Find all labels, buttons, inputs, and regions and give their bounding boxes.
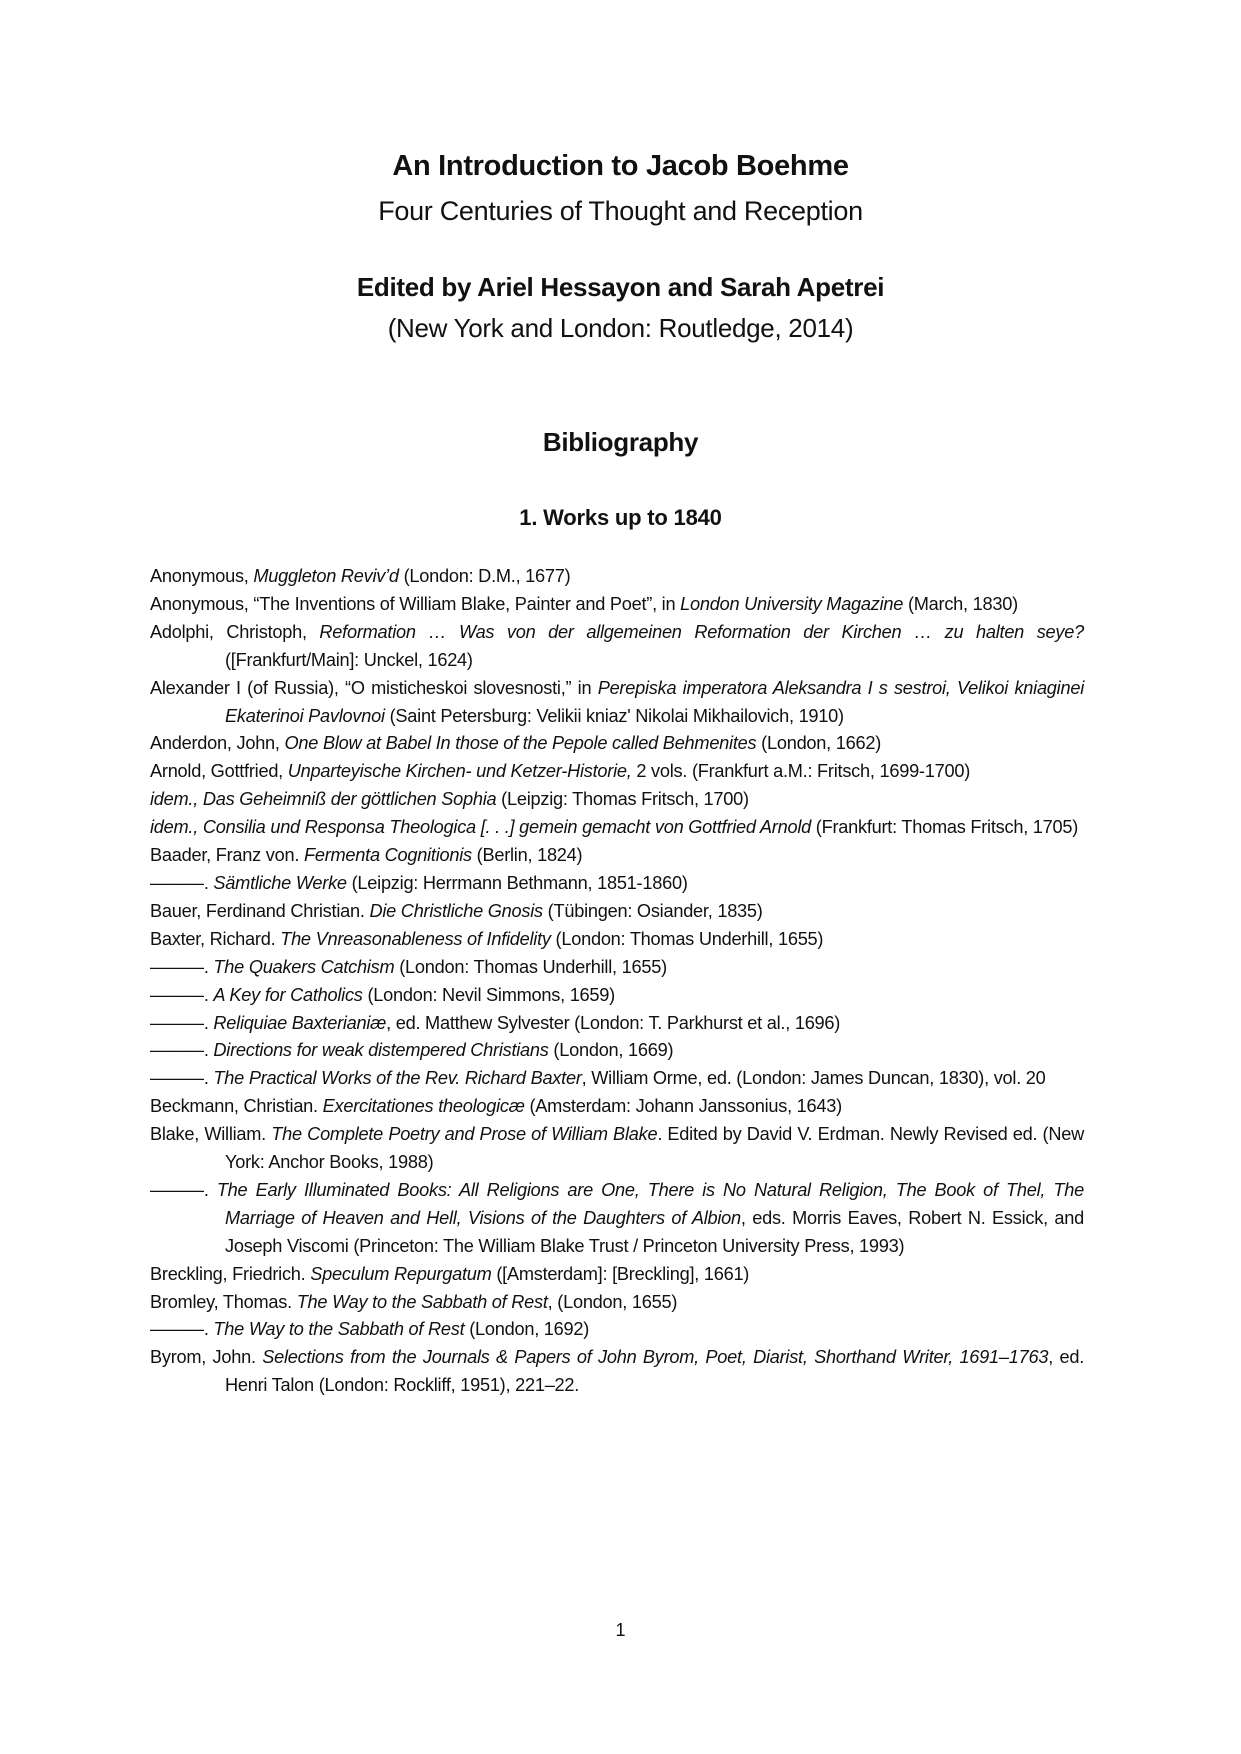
bibliography-entry bbox=[150, 563, 1084, 591]
entry-text: Blake, William. bbox=[150, 1124, 272, 1145]
entry-text: (London: D.M., 1677) bbox=[398, 566, 571, 586]
bibliography-entry bbox=[150, 982, 1084, 1010]
entry-text: 2 vols. (Frankfurt a.M.: Fritsch, 1699-1700) bbox=[631, 761, 971, 782]
entry-text: , eds. Morris Eaves, Robert N. Essick, and Joseph Viscomi (Princeton: The William Blake Trust / Princeton University Press, 1993) bbox=[225, 1207, 1084, 1256]
entry-title-italic: The Practical Works of the Rev. Richard Baxter bbox=[213, 1068, 582, 1089]
bibliography-entry bbox=[150, 1316, 1084, 1344]
bibliography-entry-list bbox=[150, 563, 1084, 1400]
bibliography-entry bbox=[150, 842, 1084, 870]
entry-text: ———. bbox=[150, 1040, 214, 1061]
entry-text: (London: Nevil Simmons, 1659) bbox=[362, 984, 615, 1005]
entry-text: Breckling, Friedrich. bbox=[150, 1263, 311, 1284]
entry-title-italic: The Way to the Sabbath of Rest bbox=[213, 1319, 465, 1340]
entry-text: ———. bbox=[150, 872, 214, 893]
entry-text: ([Amsterdam]: [Breckling], 1661) bbox=[491, 1263, 750, 1284]
entry-text: (London, 1692) bbox=[464, 1319, 590, 1340]
editors-line: Edited by Ariel Hessayon and Sarah Apetrei bbox=[356, 272, 885, 302]
bibliography-entry bbox=[150, 1344, 1084, 1400]
entry-text: Anonymous, bbox=[150, 566, 254, 586]
entry-text: (London: Thomas Underhill, 1655) bbox=[394, 956, 667, 977]
entry-text: Baxter, Richard. bbox=[150, 928, 281, 949]
bibliography-entry bbox=[150, 758, 1084, 786]
entry-text: (Berlin, 1824) bbox=[471, 845, 583, 866]
entry-text: Byrom, John. bbox=[150, 1347, 263, 1368]
entry-title-italic: Speculum Repurgatum bbox=[310, 1263, 492, 1284]
entry-text: Anonymous, “The Inventions of William Blake, Painter and Poet”, in bbox=[150, 593, 681, 614]
entry-text: Beckmann, Christian. bbox=[150, 1096, 323, 1117]
entry-title-italic: Perepiska imperatora Aleksandra I s sestroi, Velikoi kniaginei Ekaterinoi Pavlovnoi bbox=[225, 677, 1084, 726]
entry-text: Arnold, Gottfried, bbox=[150, 761, 288, 782]
bibliography-entry bbox=[150, 786, 1084, 814]
bibliography-entry bbox=[150, 730, 1084, 758]
entry-text: ([Frankfurt/Main]: Unckel, 1624) bbox=[225, 649, 473, 670]
entry-text: ———. bbox=[150, 1012, 214, 1033]
section-heading: 1. Works up to 1840 bbox=[519, 505, 722, 530]
entry-text: Anderdon, John, bbox=[150, 733, 285, 754]
entry-text: (Saint Petersburg: Velikii kniaz' Nikolai Mikhailovich, 1910) bbox=[384, 705, 844, 726]
entry-title-italic: A Key for Catholics bbox=[213, 984, 363, 1005]
bibliography-entry bbox=[150, 1065, 1084, 1093]
entry-text: , William Orme, ed. (London: James Duncan, 1830), vol. 20 bbox=[581, 1068, 1046, 1089]
publisher-line: (New York and London: Routledge, 2014) bbox=[387, 313, 854, 343]
entry-title-italic: Fermenta Cognitionis bbox=[303, 845, 472, 866]
entry-title-italic: idem., Das Geheimniß der göttlichen Sophia bbox=[150, 789, 497, 810]
entry-text: ———. bbox=[150, 956, 214, 977]
entry-title-italic: Unparteyische Kirchen- und Ketzer-Historie, bbox=[287, 761, 632, 782]
bibliography-entry bbox=[150, 1093, 1084, 1121]
bibliography-entry bbox=[150, 954, 1084, 982]
bibliography-entry bbox=[150, 898, 1084, 926]
entry-text: (Frankfurt: Thomas Fritsch, 1705) bbox=[810, 817, 1079, 838]
entry-title-italic: Selections from the Journals & Papers of John Byrom, Poet, Diarist, Shorthand Writer, 1691–1763 bbox=[262, 1347, 1049, 1368]
bibliography-entry bbox=[150, 1177, 1084, 1261]
entry-text: Bromley, Thomas. bbox=[150, 1291, 297, 1312]
entry-title-italic: The Way to the Sabbath of Rest bbox=[296, 1291, 548, 1312]
entry-title-italic: The Early Illuminated Books: All Religions are One, There is No Natural Religion, The Book of Thel, The Marriage of Heaven and Hell, Visions of the Daughters of Albion bbox=[216, 1179, 1085, 1228]
entry-text: ———. bbox=[150, 1068, 214, 1089]
bibliography-entry bbox=[150, 1010, 1084, 1038]
entry-title-italic: Muggleton Reviv’d bbox=[253, 566, 399, 586]
bibliography-entry bbox=[150, 1261, 1084, 1289]
entry-title-italic: Exercitationes theologicæ bbox=[322, 1096, 525, 1117]
entry-text: Bauer, Ferdinand Christian. bbox=[150, 900, 370, 921]
bibliography-entry bbox=[150, 675, 1084, 731]
bibliography-entry bbox=[150, 926, 1084, 954]
entry-title-italic: idem., Consilia und Responsa Theologica [. . .] gemein gemacht von Gottfried Arnold bbox=[150, 817, 811, 838]
entry-title-italic: The Quakers Catchism bbox=[213, 956, 395, 977]
bibliography-entry bbox=[150, 1289, 1084, 1317]
entry-text: (London, 1662) bbox=[756, 733, 882, 754]
entry-text: , (London, 1655) bbox=[547, 1291, 678, 1312]
bibliography-entry bbox=[150, 814, 1084, 842]
bibliography-heading: Bibliography bbox=[542, 427, 699, 457]
entry-title-italic: One Blow at Babel In those of the Pepole called Behmenites bbox=[284, 733, 757, 754]
entry-text: . Edited by David V. Erdman. Newly Revised ed. (New York: Anchor Books, 1988) bbox=[225, 1124, 1084, 1173]
bibliography-entry bbox=[150, 591, 1084, 619]
entry-text: (Leipzig: Thomas Fritsch, 1700) bbox=[496, 789, 749, 810]
book-subtitle: Four Centuries of Thought and Reception bbox=[378, 196, 863, 226]
bibliography-entry bbox=[150, 619, 1084, 675]
entry-text: , ed. Henri Talon (London: Rockliff, 1951), 221–22. bbox=[225, 1347, 1085, 1396]
book-title: An Introduction to Jacob Boehme bbox=[392, 150, 849, 182]
entry-text: (Leipzig: Herrmann Bethmann, 1851-1860) bbox=[346, 872, 688, 893]
entry-title-italic: Directions for weak distempered Christians bbox=[213, 1040, 549, 1061]
entry-text: ———. bbox=[150, 1179, 217, 1200]
bibliography-entry bbox=[150, 1121, 1084, 1177]
entry-text: Alexander I (of Russia), “O misticheskoi slovesnosti,” in bbox=[150, 677, 598, 698]
entry-title-italic: Die Christliche Gnosis bbox=[369, 900, 543, 921]
entry-text: (Amsterdam: Johann Janssonius, 1643) bbox=[524, 1096, 842, 1117]
bibliography-entry bbox=[150, 1037, 1084, 1065]
page-number: 1 bbox=[615, 1620, 626, 1640]
entry-title-italic: The Vnreasonableness of Infidelity bbox=[280, 928, 551, 949]
entry-text: (London: Thomas Underhill, 1655) bbox=[550, 928, 824, 949]
entry-title-italic: London University Magazine bbox=[680, 593, 904, 614]
entry-title-italic: The Complete Poetry and Prose of William Blake bbox=[271, 1124, 658, 1145]
entry-text: Adolphi, Christoph, bbox=[150, 621, 320, 642]
entry-text: (Tübingen: Osiander, 1835) bbox=[542, 900, 763, 921]
entry-text: ———. bbox=[150, 984, 214, 1005]
entry-text: , ed. Matthew Sylvester (London: T. Parkhurst et al., 1696) bbox=[386, 1012, 841, 1033]
bibliography-entry bbox=[150, 870, 1084, 898]
entry-text: (March, 1830) bbox=[903, 593, 1018, 614]
entry-text: Baader, Franz von. bbox=[150, 845, 304, 866]
entry-text: ———. bbox=[150, 1319, 214, 1340]
entry-title-italic: Sämtliche Werke bbox=[213, 872, 347, 893]
entry-title-italic: Reliquiae Baxterianiæ bbox=[213, 1012, 387, 1033]
entry-text: (London, 1669) bbox=[548, 1040, 674, 1061]
entry-title-italic: Reformation … Was von der allgemeinen Reformation der Kirchen … zu halten seye? bbox=[319, 621, 1084, 642]
